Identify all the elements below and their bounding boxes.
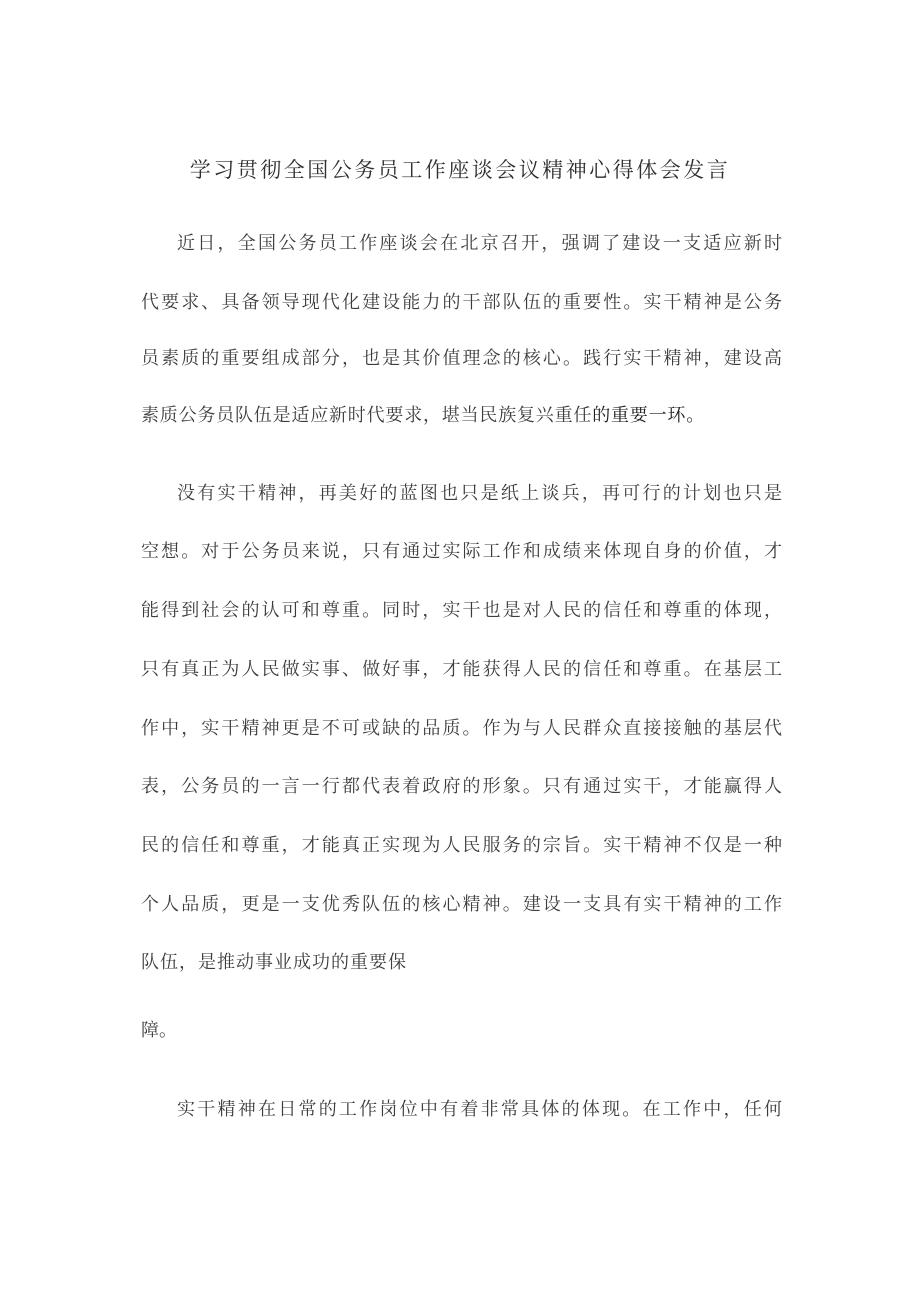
paragraph-1-line-4-text: 素质公务员队伍是适应新时代要求，堪当民族复兴重任	[141, 405, 593, 426]
paragraph-2-line-4: 只有真正为人民做实事、做好事，才能获得人民的信任和尊重。在基层工	[141, 659, 782, 680]
paragraph-2-line-8: 个人品质，更是一支优秀队伍的核心精神。建设一支具有实干精神的工作	[141, 894, 782, 915]
paragraph-1-line-1: 近日，全国公务员工作座谈会在北京召开，强调了建设一支适应新时	[177, 233, 782, 254]
paragraph-3-line-1: 实干精神在日常的工作岗位中有着非常具体的体现。在工作中，任何	[177, 1099, 782, 1120]
paragraph-2-line-1: 没有实干精神，再美好的蓝图也只是纸上谈兵，再可行的计划也只是	[177, 483, 782, 504]
paragraph-2-line-9: 队伍，是推动事业成功的重要保	[141, 952, 407, 973]
paragraph-1-line-2: 代要求、具备领导现代化建设能力的干部队伍的重要性。实干精神是公务	[141, 292, 782, 313]
paragraph-1-line-4-tail: 的重要一环。	[592, 405, 706, 426]
paragraph-1-line-3: 员素质的重要组成部分，也是其价值理念的核心。践行实干精神，建设高	[141, 348, 782, 369]
paragraph-2-line-3: 能得到社会的认可和尊重。同时，实干也是对人民的信任和尊重的体现，	[141, 600, 782, 621]
document-title: 学习贯彻全国公务员工作座谈会议精神心得体会发言	[189, 158, 731, 182]
paragraph-2-line-10: 障。	[141, 1020, 177, 1041]
paragraph-1-line-4	[141, 396, 705, 436]
paragraph-2-line-2: 空想。对于公务员来说，只有通过实际工作和成绩来体现自身的价值，才	[141, 541, 782, 562]
paragraph-2-line-6: 表，公务员的一言一行都代表着政府的形象。只有通过实干，才能赢得人	[141, 776, 782, 797]
paragraph-2-line-5: 作中，实干精神更是不可或缺的品质。作为与人民群众直接接触的基层代	[141, 718, 782, 739]
paragraph-2-line-7: 民的信任和尊重，才能真正实现为人民服务的宗旨。实干精神不仅是一种	[141, 835, 782, 856]
